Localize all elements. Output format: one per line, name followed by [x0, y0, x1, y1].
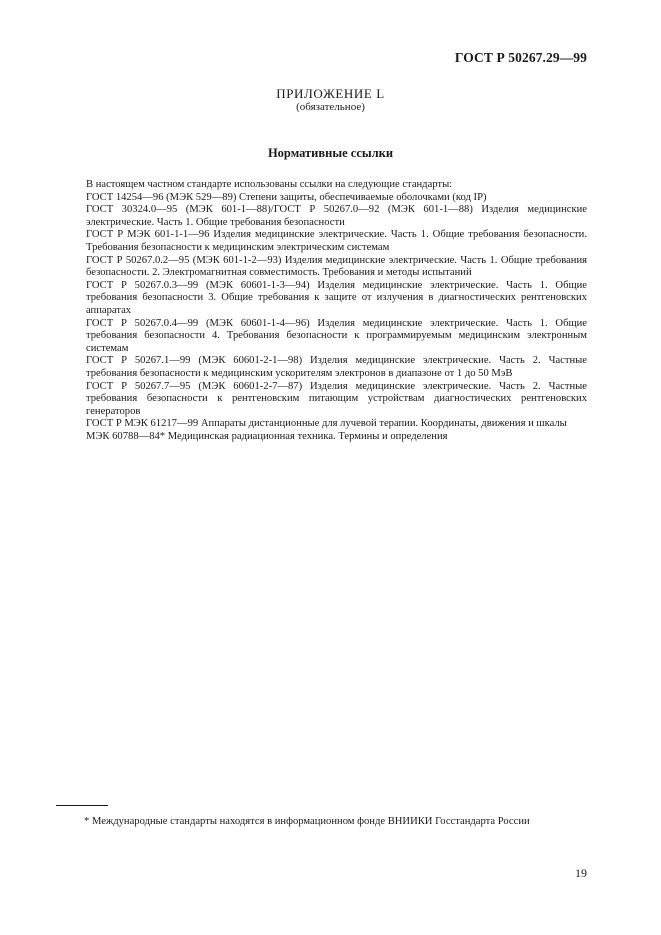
reference-item: ГОСТ Р МЭК 601-1-1—96 Изделия медицинские электрические. Часть 1. Общие требования безопасности. Требования безопасности к медицинским электрическим системам	[86, 229, 587, 253]
reference-item: ГОСТ Р 50267.1—99 (МЭК 60601-2-1—98) Изделия медицинские электрические. Часть 2. Частные требования безопасности к медицинским ускорителям электронов в диапазоне от 1 до 50 МэВ	[86, 355, 587, 379]
page-number: 19	[575, 866, 587, 880]
appendix-title: ПРИЛОЖЕНИЕ L	[276, 86, 385, 101]
reference-item: ГОСТ Р 50267.0.4—99 (МЭК 60601-1-4—96) Изделия медицинские электрические. Часть 1. Общие требования безопасности 4. Требования безопасности к программируемым медицинским электронным системам	[86, 317, 587, 354]
reference-item: ГОСТ Р МЭК 61217—99 Аппараты дистанционные для лучевой терапии. Координаты, движения и шкалы	[86, 418, 567, 430]
reference-item: ГОСТ 14254—96 (МЭК 529—89) Степени защиты, обеспечиваемые оболочками (код IP)	[86, 191, 487, 203]
references-body	[86, 179, 587, 443]
footnote: * Международные стандарты находятся в информационном фонде ВНИИКИ Госстандарта России	[84, 816, 530, 827]
appendix-status: (обязательное)	[296, 101, 365, 113]
reference-item: ГОСТ 30324.0—95 (МЭК 601-1—88)/ГОСТ Р 50267.0—92 (МЭК 601-1—88) Изделия медицинские электрические. Часть 1. Общие требования безопасности	[86, 204, 587, 228]
reference-item: ГОСТ Р 50267.0.3—99 (МЭК 60601-1-3—94) Изделия медицинские электрические. Часть 1. Общие требования безопасности 3. Общие требования к защите от излучения в диагностических рентгеновских аппаратах	[86, 279, 587, 316]
intro-paragraph: В настоящем частном стандарте использованы ссылки на следующие стандарты:	[86, 179, 453, 190]
standard-code-header: ГОСТ Р 50267.29—99	[454, 50, 587, 65]
reference-item: МЭК 60788—84* Медицинская радиационная техника. Термины и определения	[86, 430, 448, 442]
footnote-divider	[56, 805, 108, 806]
reference-item: ГОСТ Р 50267.7—95 (МЭК 60601-2-7—87) Изделия медицинские электрические. Часть 2. Частные требования безопасности к рентгеновским питающим устройствам диагностических рентгеновских генераторов	[86, 380, 587, 417]
reference-item: ГОСТ Р 50267.0.2—95 (МЭК 601-1-2—93) Изделия медицинские электрические. Часть 1. Общие требования безопасности. 2. Электромагнитная совместимость. Требования и методы испытаний	[86, 254, 587, 279]
section-title: Нормативные ссылки	[267, 146, 394, 160]
